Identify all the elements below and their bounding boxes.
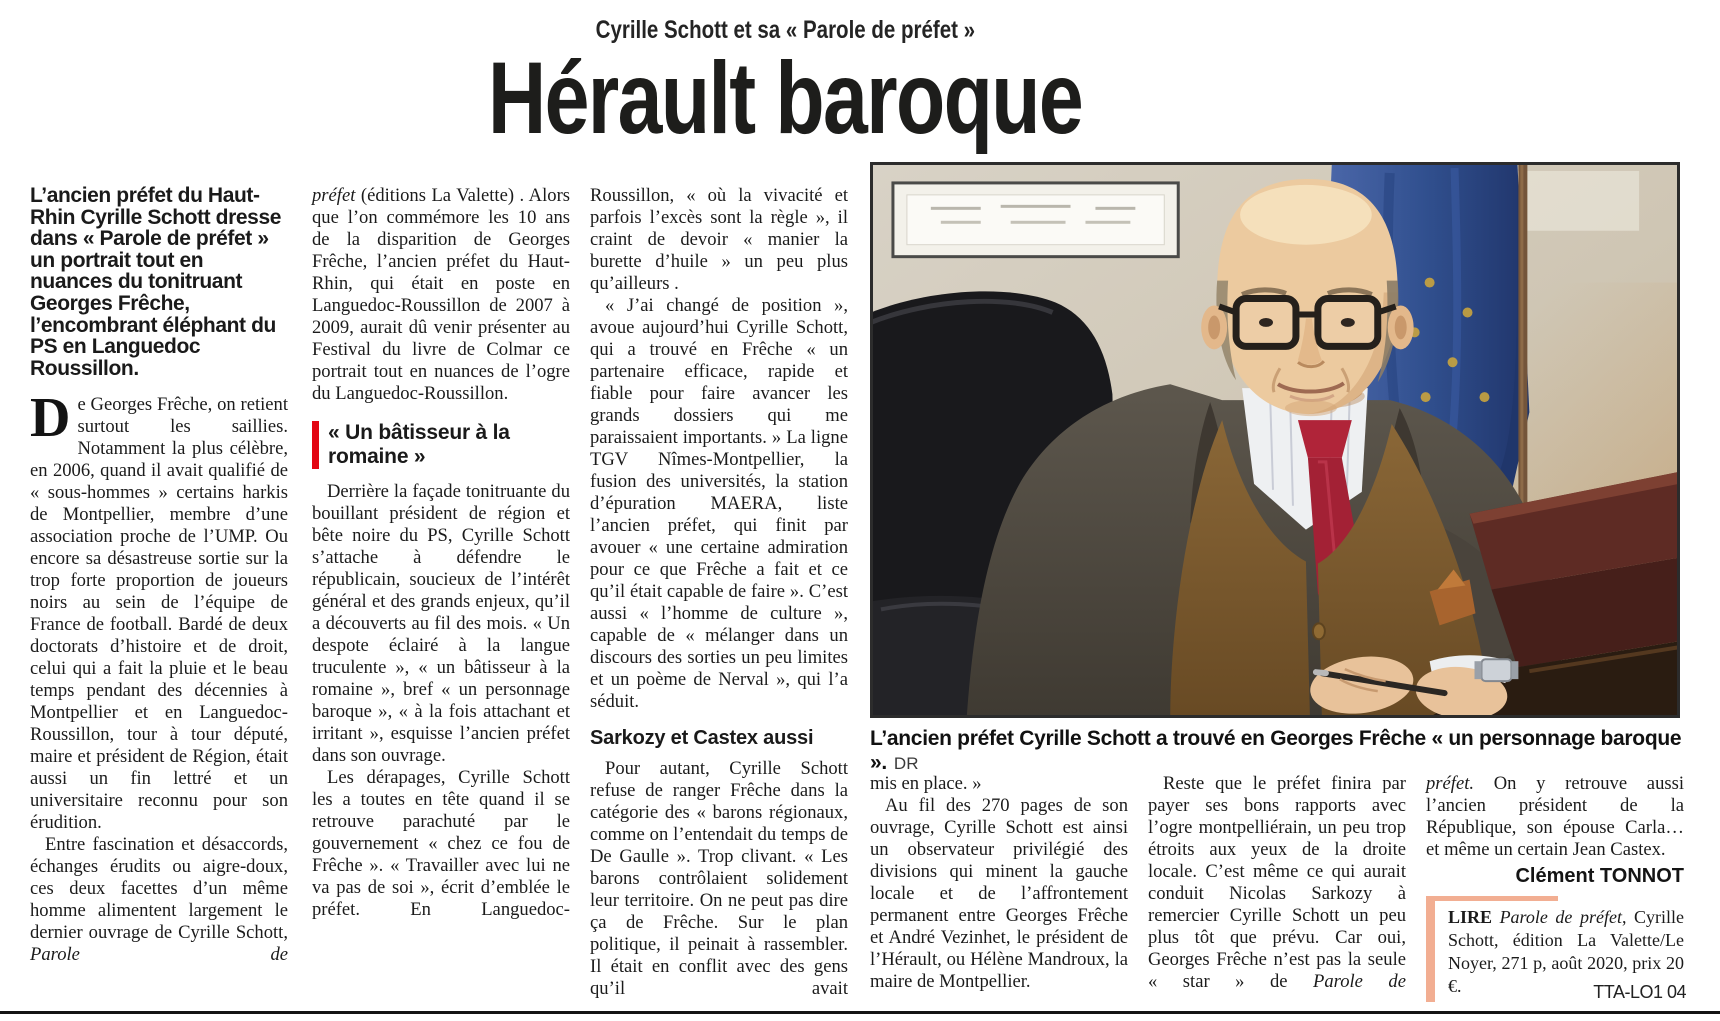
body-paragraph: préfet (éditions La Valette) . Alors que l’on commémore les 10 ans de la disparition de Georges Frêche, l’ancien préfet du Haut-Rhin, qui était en poste en Languedoc-Roussillon de 2007 à 2009, aurait dû venir présenter au Festival du livre de Colmar ce portrait tout en nuances de l’ogre du Languedoc-Roussillon.: [312, 185, 570, 404]
bottom-rule: [0, 1011, 1720, 1014]
photo-illustration: [871, 163, 1679, 717]
body-paragraph: Les dérapages, Cyrille Schott les a toutes en tête quand il se retrouve parachuté par le gouvernement « chez ce fou de Frêche ». « Travailler avec lui ne va pas de soi », écrit d’emblée le préfet. En Languedoc-: [312, 767, 570, 920]
column-1: [30, 162, 288, 966]
column-3: [590, 162, 848, 1000]
body-paragraph: Entre fascination et désaccords, échanges érudits ou aigre-doux, ces deux facettes d’un même homme alimentent largement le dernier ouvrage de Cyrille Schott, Parole de: [30, 834, 288, 966]
subhead-sarkozy-castex: Sarkozy et Castex aussi: [590, 727, 814, 749]
wall-panel: [1509, 171, 1639, 231]
photo-caption: L’ancien préfet Cyrille Schott a trouvé en Georges Frêche « un personnage baroque ».: [870, 727, 1682, 774]
body-paragraph: Roussillon, « où la vivacité et parfois l’excès sont la règle », il craint de devoir « manier la burette d’huile » un peu plus qu’ailleurs .: [590, 185, 848, 294]
page-title: Hérault baroque: [487, 41, 1083, 155]
lead-paragraph: L’ancien préfet du Haut-Rhin Cyrille Schott dresse dans « Parole de préfet » un portrait tout en nuances du tonitruant Georges Frêche, l’encombrant éléphant du PS en Languedoc Roussillon.: [30, 184, 282, 380]
page-code: TTA-LO1 04: [1593, 982, 1686, 1002]
body-paragraph: Au fil des 270 pages de son ouvrage, Cyrille Schott est ainsi un observateur privilégié des divisions qui minent la gauche locale et de l’affrontement permanent entre Georges Frêche et André Vezinhet, le président de l’Hérault, ou Hélène Mandroux, la maire de Montpellier.: [870, 795, 1128, 992]
body-paragraph: mis en place. »: [870, 773, 982, 794]
column-4: [870, 773, 1128, 993]
photo-caption-row: [870, 727, 1688, 775]
kicker: Cyrille Schott et sa « Parole de préfet »: [595, 16, 975, 44]
column-5: [1148, 773, 1406, 993]
body-paragraph: Pour autant, Cyrille Schott refuse de ranger Frêche dans la catégorie des « barons régionaux, comme on l’entendait du temps de De Gaulle ». Trop clivant. « Les barons contrôlaient solidement leur territoire. On ne peut pas dire ça de Frêche. Sur le plan politique, il peinait à rassembler. Il était en conflit avec des gens qu’il avait: [590, 758, 848, 999]
wall-frame: [893, 183, 1178, 257]
subhead-batisseur: « Un bâtisseur à la romaine »: [312, 421, 570, 469]
body-paragraph: Derrière la façade tonitruante du bouillant président de région et bête noire du PS, Cyrille Schott s’attache à défendre le républicain, soucieux de l’intérêt général et des grands enjeux, qu’il a découverts au fil des mois. « Un despote éclairé à la langue truculente », « un bâtisseur à la romaine », bref « un personnage baroque », « à la fois attachant et irritant », esquisse l’ancien préfet dans son ouvrage.: [312, 481, 570, 766]
body-paragraph: préfet. On y retrouve aussi l’ancien président de la République, son épouse Carla… et même un certain Jean Castex.: [1426, 773, 1684, 860]
body-paragraph: « J’ai changé de position », avoue aujourd’hui Cyrille Schott, qui a trouvé en Frêche « un partenaire efficace, rapide et fiable pour faire avancer les grands dossiers qui me paraissaient importants. » La ligne TGV Nîmes-Montpellier, la fusion des universités, la station d’épuration MAERA, liste l’ancien préfet, qui finit par avouer « une certaine admiration pour ce que Frêche a fait et ce qu’il était capable de faire ». C’est aussi « l’homme de culture », capable de « mélanger dans un discours des sorties un peu limites et un poème de Nerval », qui l’a séduit.: [590, 295, 848, 712]
photo-credit: DR: [893, 754, 919, 773]
photo-cyrille-schott: [870, 162, 1680, 718]
body-paragraph: Reste que le préfet finira par payer ses bons rapports avec l’ogre montpelliérain, un peu trop étroits aux yeux de la droite locale. C’est même ce qui aurait conduit Nicolas Sarkozy à remercier Cyrille Schott un peu plus tôt que prévu. Car oui, Georges Frêche n’est pas la seule « star » de Parole de: [1148, 773, 1406, 992]
column-2: [312, 162, 570, 921]
column-6: [1426, 773, 1684, 1002]
wristwatch: [1481, 659, 1511, 681]
body-paragraph: De Georges Frêche, on retient surtout les saillies. Notamment la plus célèbre, en 2006, quand il avait qualifié de « sous-hommes » certains harkis de Montpellier, membre d’une association proche de l’UMP. Ou encore sa désastreuse sortie sur la trop forte proportion de joueurs noirs au sein de l’équipe de France de football. Bardé de deux doctorats d’histoire et de droit, celui qui a fait la pluie et le beau temps pendant des décennies à Montpellier et en Languedoc-Roussillon, tour à tour député, maire et président de Région, était aussi un fin lettré et un universitaire reconnu pour son érudition.: [30, 387, 288, 834]
headline-row: [0, 41, 1570, 155]
lire-box: LIRE Parole de préfet, Cyrille Schott, édition La Valette/Le Noyer, 271 p, août 2020, prix 20 €.: [1426, 900, 1684, 1002]
byline: Clément TONNOT: [1515, 865, 1684, 887]
